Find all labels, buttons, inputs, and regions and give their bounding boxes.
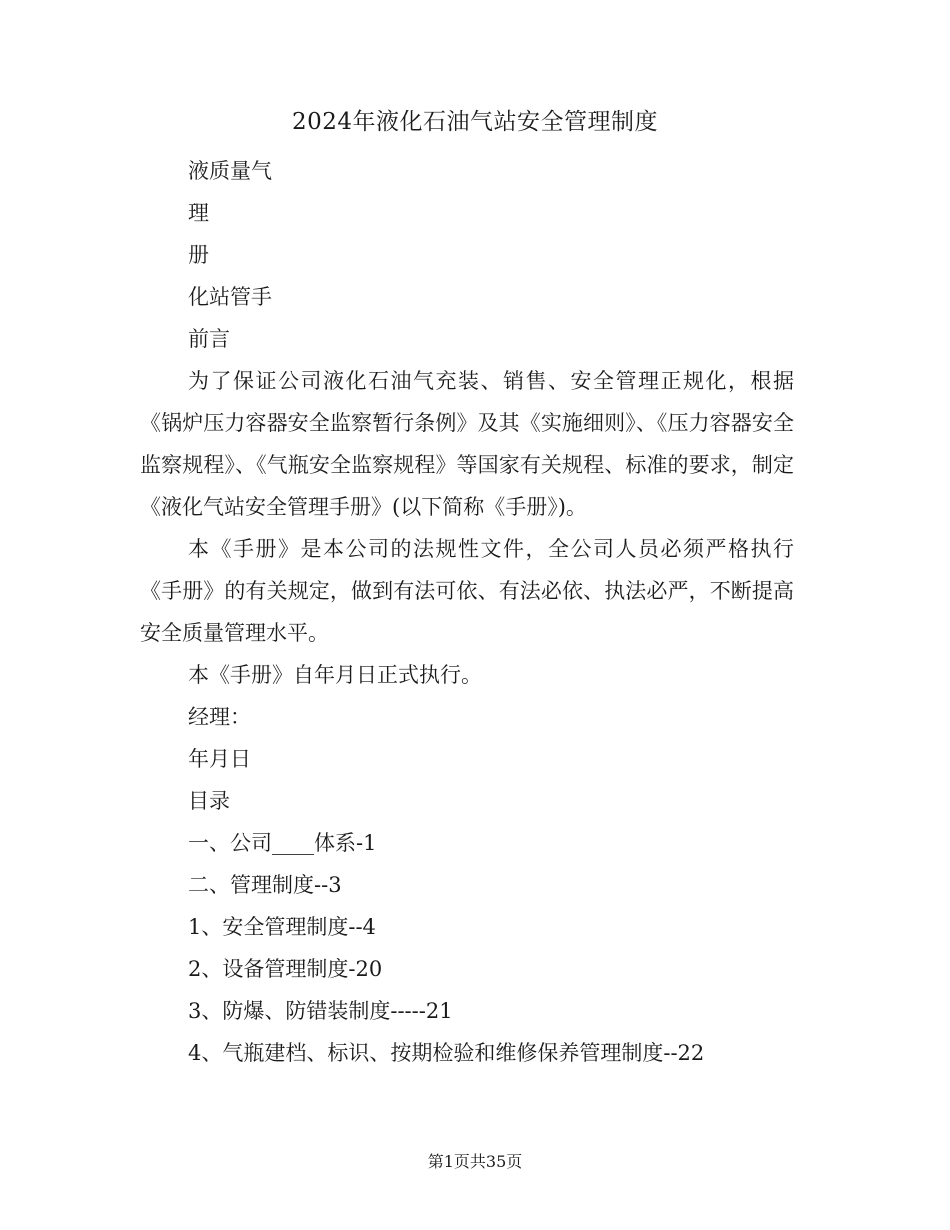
- paragraph: 为了保证公司液化石油气充装、销售、安全管理正规化，根据《锅炉压力容器安全监察暂行条例》及其《实施细则》、《压力容器安全监察规程》、《气瓶安全监察规程》等国家有关规程、标准的要求，制定《液化气站安全管理手册》(以下简称《手册》)。: [140, 369, 794, 519]
- paragraph: 册: [188, 243, 209, 267]
- toc-item: 二、管理制度--3: [188, 873, 342, 897]
- page-footer: 第1页共35页: [427, 1152, 523, 1171]
- signature-label: 经理：: [188, 705, 251, 729]
- toc-item: 2、设备管理制度-20: [188, 957, 383, 981]
- toc-item: 3、防爆、防错装制度-----21: [188, 999, 453, 1023]
- paragraph: 化站管手: [188, 285, 272, 309]
- document-body: [140, 150, 794, 1074]
- paragraph: 液质量气: [188, 159, 272, 183]
- date-line: 年月日: [188, 747, 251, 771]
- section-heading-preface: 前言: [188, 327, 230, 351]
- document-title: 2024年液化石油气站安全管理制度: [291, 109, 659, 135]
- paragraph: 本《手册》自年月日正式执行。: [188, 663, 482, 687]
- toc-item: 一、公司____体系-1: [188, 831, 377, 855]
- paragraph: 理: [188, 201, 209, 225]
- toc-item: 1、安全管理制度--4: [188, 915, 376, 939]
- paragraph: 本《手册》是本公司的法规性文件，全公司人员必须严格执行《手册》的有关规定，做到有法可依、有法必依、执法必严，不断提高安全质量管理水平。: [140, 537, 794, 645]
- section-heading-toc: 目录: [188, 789, 230, 813]
- toc-item: 4、气瓶建档、标识、按期检验和维修保养管理制度--22: [188, 1041, 705, 1065]
